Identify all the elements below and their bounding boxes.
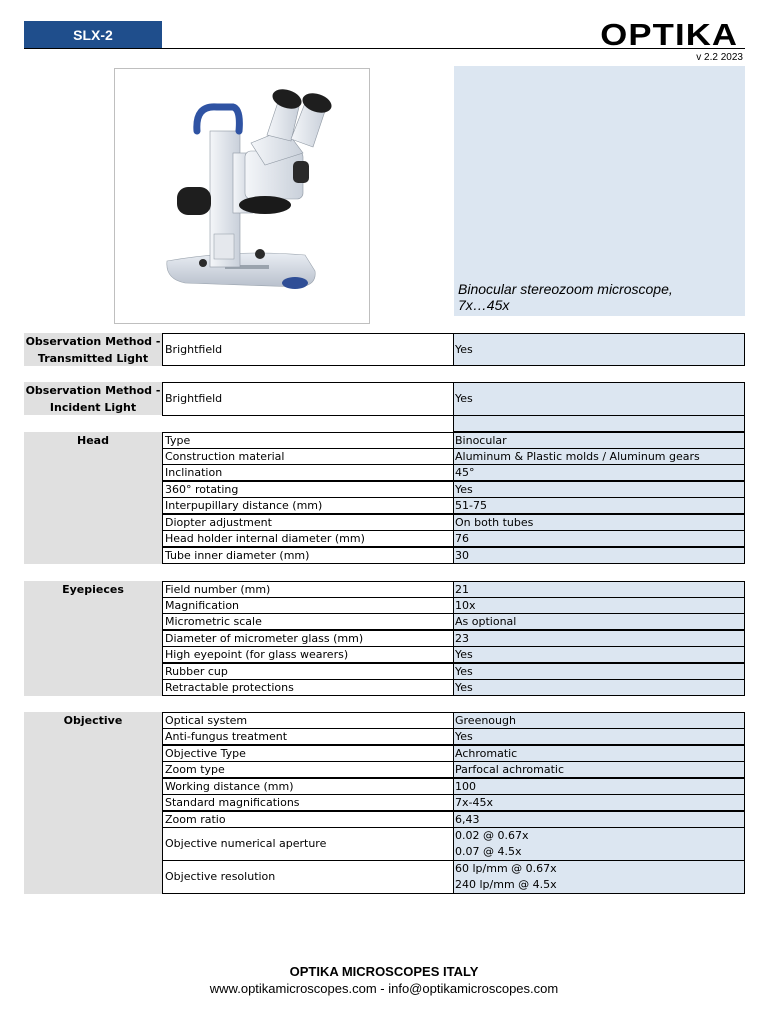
section-label-line: Transmitted Light — [37, 352, 149, 365]
spec-row — [162, 581, 745, 598]
spec-row — [162, 712, 745, 729]
spec-row — [162, 415, 745, 432]
footer-company: OPTIKA MICROSCOPES ITALY — [289, 964, 479, 979]
microscope-photo-icon — [115, 69, 369, 323]
spec-row — [162, 679, 745, 696]
spec-property: Diameter of micrometer glass (mm) — [162, 630, 453, 647]
spec-property: Type — [162, 432, 453, 449]
spec-value: Aluminum & Plastic molds / Aluminum gears — [453, 448, 745, 465]
spec-row — [162, 333, 745, 366]
spec-row — [162, 728, 745, 745]
spec-section-head — [24, 432, 745, 564]
spec-value: Achromatic — [453, 745, 745, 762]
spec-value — [453, 827, 745, 861]
spec-value: 6,43 — [453, 811, 745, 828]
spec-value-line: 0.07 @ 4.5x — [455, 845, 522, 858]
spec-property: Construction material — [162, 448, 453, 465]
spec-value: Yes — [453, 333, 745, 366]
section-label — [24, 333, 162, 366]
spec-row — [162, 827, 745, 861]
spec-property: Brightfield — [162, 382, 453, 416]
spec-section-incident-light — [24, 382, 745, 432]
spec-value: 30 — [453, 547, 745, 564]
spec-value: 23 — [453, 630, 745, 647]
spec-row — [162, 514, 745, 531]
spec-value: On both tubes — [453, 514, 745, 531]
product-description — [458, 281, 673, 313]
spec-row — [162, 646, 745, 663]
spec-property: 360° rotating — [162, 481, 453, 498]
spec-property: Diopter adjustment — [162, 514, 453, 531]
section-label — [24, 382, 162, 415]
spec-property: Optical system — [162, 712, 453, 729]
spec-value — [453, 415, 745, 432]
spec-row — [162, 481, 745, 498]
section-label — [24, 432, 162, 564]
spec-property: Brightfield — [162, 333, 453, 366]
spec-value: 51-75 — [453, 497, 745, 514]
spec-property — [162, 415, 453, 432]
spec-value — [453, 860, 745, 894]
spec-property: Working distance (mm) — [162, 778, 453, 795]
brand-logo: OPTIKA — [600, 17, 738, 52]
spec-property: Tube inner diameter (mm) — [162, 547, 453, 564]
spec-value: 76 — [453, 530, 745, 547]
spec-row — [162, 630, 745, 647]
section-label-line: Observation Method - — [25, 384, 161, 397]
spec-value: Yes — [453, 728, 745, 745]
spec-row — [162, 794, 745, 811]
description-line: Binocular stereozoom microscope, — [458, 281, 673, 297]
spec-value: Yes — [453, 646, 745, 663]
spec-value: 100 — [453, 778, 745, 795]
spec-row — [162, 547, 745, 564]
section-label-line: Eyepieces — [62, 583, 124, 596]
spec-row — [162, 860, 745, 894]
spec-value: As optional — [453, 613, 745, 630]
section-label-line: Incident Light — [49, 401, 137, 414]
description-panel — [454, 66, 745, 316]
spec-value: Yes — [453, 663, 745, 680]
model-badge: SLX-2 — [24, 21, 162, 48]
section-label-line: Objective — [63, 714, 123, 727]
spec-value: Greenough — [453, 712, 745, 729]
spec-row — [162, 778, 745, 795]
spec-property: Zoom ratio — [162, 811, 453, 828]
spec-property: Magnification — [162, 597, 453, 614]
spec-row — [162, 761, 745, 778]
description-line: 7x…45x — [458, 297, 510, 313]
spec-property: Field number (mm) — [162, 581, 453, 598]
section-label — [24, 712, 162, 894]
spec-section-objective — [24, 712, 745, 894]
spec-row — [162, 663, 745, 680]
spec-row — [162, 613, 745, 630]
spec-property: Objective numerical aperture — [162, 827, 453, 861]
spec-value: 10x — [453, 597, 745, 614]
spec-property: Inclination — [162, 464, 453, 481]
section-label — [24, 581, 162, 696]
spec-row — [162, 811, 745, 828]
spec-property: Objective resolution — [162, 860, 453, 894]
spec-property: Anti-fungus treatment — [162, 728, 453, 745]
version-label: v 2.2 2023 — [696, 52, 743, 63]
spec-section-eyepieces — [24, 581, 745, 696]
spec-property: Rubber cup — [162, 663, 453, 680]
spec-property: Zoom type — [162, 761, 453, 778]
spec-property: Retractable protections — [162, 679, 453, 696]
footer-contact: www.optikamicroscopes.com - info@optikamicroscopes.com — [209, 981, 559, 996]
spec-value-line: 0.02 @ 0.67x — [455, 829, 529, 842]
spec-row — [162, 448, 745, 465]
product-photo — [114, 68, 370, 324]
spec-value: Yes — [453, 382, 745, 416]
spec-section-transmitted-light — [24, 333, 745, 366]
spec-property: Standard magnifications — [162, 794, 453, 811]
spec-row — [162, 497, 745, 514]
spec-property: Objective Type — [162, 745, 453, 762]
spec-value: 21 — [453, 581, 745, 598]
spec-row — [162, 597, 745, 614]
spec-property: Head holder internal diameter (mm) — [162, 530, 453, 547]
spec-value: 45° — [453, 464, 745, 481]
spec-property: Micrometric scale — [162, 613, 453, 630]
spec-row — [162, 464, 745, 481]
spec-property: Interpupillary distance (mm) — [162, 497, 453, 514]
spec-value: 7x-45x — [453, 794, 745, 811]
spec-row — [162, 432, 745, 449]
section-label-line: Observation Method - — [25, 335, 161, 348]
spec-value: Parfocal achromatic — [453, 761, 745, 778]
spec-value-line: 60 lp/mm @ 0.67x — [455, 862, 557, 875]
spec-row — [162, 530, 745, 547]
section-label-line: Head — [77, 434, 109, 447]
spec-row — [162, 745, 745, 762]
spec-property: High eyepoint (for glass wearers) — [162, 646, 453, 663]
spec-value: Yes — [453, 481, 745, 498]
spec-value: Binocular — [453, 432, 745, 449]
spec-value: Yes — [453, 679, 745, 696]
spec-value-line: 240 lp/mm @ 4.5x — [455, 878, 557, 891]
spec-row — [162, 382, 745, 416]
